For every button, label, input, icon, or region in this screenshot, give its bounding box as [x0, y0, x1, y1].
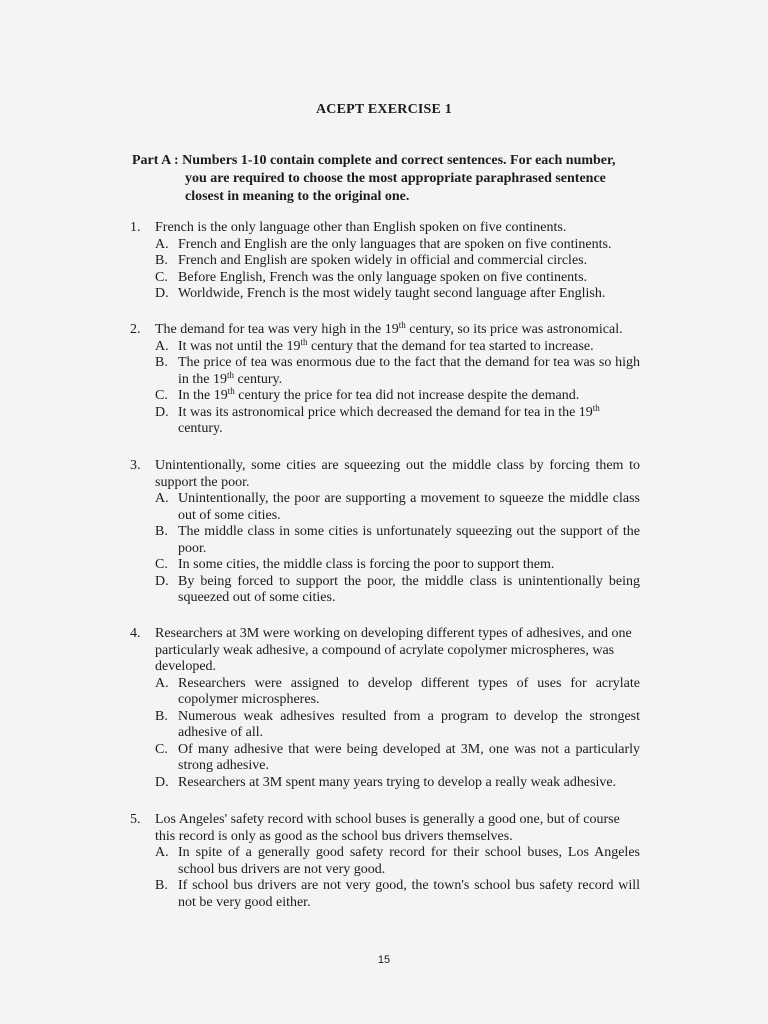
question-number: 2.: [130, 322, 141, 337]
question-number: 5.: [130, 812, 141, 827]
option-letter: D.: [155, 573, 169, 589]
option-letter: C.: [155, 557, 168, 572]
option-letter: B.: [155, 878, 168, 893]
option-letter: B.: [155, 524, 168, 539]
option-text: Researchers at 3M spent many years trying to develop a really weak adhesive.: [178, 774, 617, 790]
option-letter: D.: [155, 774, 169, 790]
option-text: In the 19th century the price for tea did not increase despite the demand.: [178, 386, 580, 403]
option-text: The middle class in some cities is unfortunately squeezing out the support of the poor.: [178, 524, 640, 556]
option-letter: A.: [155, 491, 169, 506]
instructions-rest: you are required to choose the most appropriate paraphrased sentence closest in meaning to the original one.: [185, 171, 606, 204]
question-stem: The demand for tea was very high in the 19th century, so its price was astronomical.: [155, 320, 623, 337]
option-text: In some cities, the middle class is forcing the poor to support them.: [178, 557, 555, 572]
question-2: [130, 322, 640, 438]
question-3: [130, 458, 640, 607]
option-text: The price of tea was enormous due to the fact that the demand for tea was so high in the 19th century.: [178, 355, 640, 387]
option-letter: D.: [155, 286, 169, 301]
page-number: 15: [377, 954, 391, 966]
option-text: It was not until the 19th century that the demand for tea started to increase.: [178, 336, 594, 354]
option-letter: A.: [155, 675, 169, 691]
question-stem: Los Angeles' safety record with school buses is generally a good one, but of course this record is only as good as the school bus drivers themselves.: [155, 812, 620, 844]
question-number: 1.: [130, 220, 141, 235]
option-letter: C.: [155, 388, 168, 403]
option-letter: C.: [155, 741, 168, 757]
option-text: Numerous weak adhesives resulted from a program to develop the strongest adhesive of all.: [178, 708, 640, 740]
question-stem: Unintentionally, some cities are squeezing out the middle class by forcing them to support the poor.: [155, 458, 640, 490]
option-letter: D.: [155, 404, 169, 420]
question-stem: Researchers at 3M were working on developing different types of adhesives, and one particularly weak adhesive, a compound of acrylate copolymer microspheres, was developed.: [155, 626, 632, 674]
option-letter: B.: [155, 355, 168, 370]
option-text: Before English, French was the only language spoken on five continents.: [178, 269, 588, 285]
question-number: 3.: [130, 458, 141, 473]
option-letter: B.: [155, 253, 168, 268]
question-number: 4.: [130, 626, 141, 641]
question-1: [130, 220, 640, 303]
option-letter: A.: [155, 236, 169, 252]
exercise-title: ACEPT EXERCISE 1: [316, 102, 452, 117]
option-text: Worldwide, French is the most widely taught second language after English.: [178, 286, 606, 301]
instructions-lead: Part A : Numbers 1-10 contain complete and correct sentences. For each number,: [132, 153, 616, 168]
option-text: French and English are spoken widely in official and commercial circles.: [178, 253, 588, 268]
option-letter: C.: [155, 269, 168, 285]
question-4: [130, 626, 640, 791]
question-stem: French is the only language other than English spoken on five continents.: [155, 220, 567, 235]
option-text: Unintentionally, the poor are supporting a movement to squeeze the middle class out of some cities.: [178, 491, 640, 523]
option-text: It was its astronomical price which decreased the demand for tea in the 19th century.: [178, 402, 600, 436]
option-text: If school bus drivers are not very good, the town's school bus safety record will not be very good either.: [178, 878, 640, 910]
option-letter: B.: [155, 708, 168, 724]
part-a-instructions: [132, 152, 642, 206]
question-5: [130, 812, 640, 911]
option-letter: A.: [155, 338, 169, 354]
option-text: Researchers were assigned to develop different types of uses for acrylate copolymer microspheres.: [178, 675, 640, 707]
option-text: Of many adhesive that were being developed at 3M, one was not a particularly strong adhesive.: [178, 741, 640, 773]
option-text: In spite of a generally good safety record for their school buses, Los Angeles school bus drivers are not very good.: [178, 845, 640, 877]
option-letter: A.: [155, 845, 169, 860]
option-text: French and English are the only languages that are spoken on five continents.: [178, 236, 612, 252]
option-text: By being forced to support the poor, the middle class is unintentionally being squeezed out of some cities.: [178, 573, 640, 605]
